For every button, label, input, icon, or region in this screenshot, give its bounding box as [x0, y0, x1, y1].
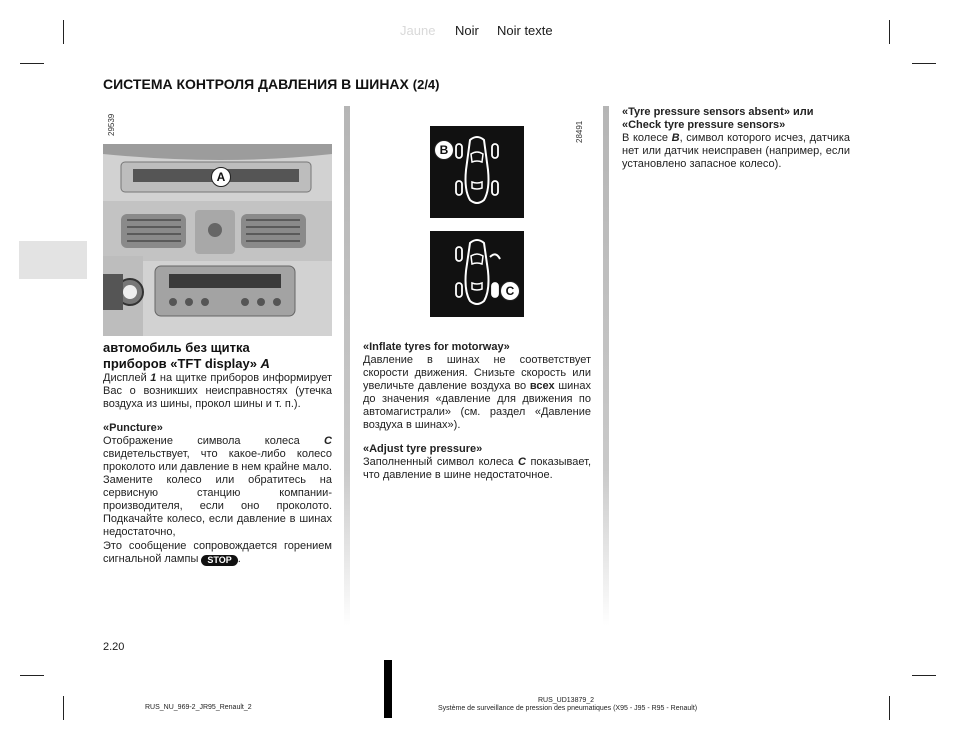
- display-ref: 1: [150, 372, 157, 384]
- text: В колесе: [622, 132, 672, 144]
- section-heading-line2: приборов «TFT display»: [103, 356, 261, 371]
- text: Давление в шинах не соответствует скорости движения. Снизьте скорость или увеличьте давление воздуха во: [363, 354, 591, 392]
- figure-center-ref-number: 28491: [575, 120, 584, 143]
- callout-a: A: [211, 167, 231, 187]
- footer-right-line2: Système de surveillance de pression des pneumatiques (X95 - J95 - R95 - Renault): [438, 705, 698, 712]
- section-heading-line1: автомобиль без щитка: [103, 340, 250, 355]
- crop-mark: [912, 675, 936, 676]
- inflate-title: [363, 341, 591, 354]
- sensors-paragraph: [622, 132, 850, 171]
- footer-right-line1: RUS_UD13879_2: [538, 697, 595, 704]
- puncture-title: [103, 422, 332, 435]
- emphasis: всех: [529, 380, 555, 392]
- header-color-noir-texte: Noir texte: [497, 23, 553, 38]
- sensors-title-line1: «Tyre pressure sensors absent» или: [622, 106, 814, 118]
- column-left-text: [103, 340, 332, 566]
- intro-paragraph: [103, 372, 332, 411]
- sensors-title: [622, 106, 850, 132]
- crop-mark: [889, 20, 890, 44]
- text: на щитке приборов информирует Вас о возникших неисправностях (утечка воздуха из шины, прокол шины и т. п.).: [103, 372, 332, 410]
- column-right-text: [622, 106, 850, 171]
- adjust-title-text: «Adjust tyre pressure»: [363, 443, 483, 455]
- text: показывает, что давление в шине недостаточное.: [363, 456, 591, 481]
- page-number: 2.20: [103, 641, 125, 653]
- text: свидетельствует, что какое-либо колесо проколото или давление в нем крайне мало. Замените колесо или обратитесь на сервисную станцию компании-производителя, если оно проколото. Подкачайте колесо, если давление в шинах недостаточно,: [103, 448, 332, 538]
- text: шинах до значения «давление для движения по автомагистрали» (см. раздел «Давление воздуха в шинах»).: [363, 380, 591, 431]
- callout-c: C: [500, 281, 520, 301]
- adjust-title: [363, 443, 591, 456]
- crop-mark: [889, 696, 890, 720]
- crop-mark: [63, 696, 64, 720]
- wheel-ref: C: [518, 456, 526, 468]
- crop-mark: [912, 63, 936, 64]
- callout-b: B: [434, 140, 454, 160]
- figure-left-ref-number: 29539: [107, 113, 116, 136]
- wheel-ref: C: [324, 435, 332, 447]
- header-color-jaune: Jaune: [400, 23, 436, 38]
- center-register-bar: [384, 660, 392, 718]
- inflate-title-text: «Inflate tyres for motorway»: [363, 341, 510, 353]
- section-heading: [103, 340, 332, 372]
- puncture-paragraph-2: [103, 540, 332, 566]
- column-separator: [344, 106, 350, 626]
- car-wheel-filled-icon: [430, 231, 524, 317]
- sensors-title-line2: «Check tyre pressure sensors»: [622, 119, 786, 131]
- column-center-text: [363, 341, 591, 482]
- puncture-title-text: «Puncture»: [103, 422, 163, 434]
- text: Дисплей: [103, 372, 151, 384]
- column-separator: [603, 106, 609, 626]
- text: Отображение символа колеса: [103, 435, 325, 447]
- dashboard-illustration: [103, 106, 332, 336]
- header-color-noir: Noir: [455, 23, 479, 38]
- section-tab: [19, 241, 87, 279]
- inflate-paragraph: [363, 354, 591, 432]
- text: Это сообщение сопровождается горением сигнальной лампы: [103, 540, 332, 565]
- crop-mark: [63, 20, 64, 44]
- crop-mark: [20, 63, 44, 64]
- text: .: [237, 553, 241, 565]
- crop-mark: [20, 675, 44, 676]
- dashboard-figure: [103, 106, 332, 336]
- stop-warning-icon: STOP: [201, 555, 237, 566]
- adjust-paragraph: [363, 456, 591, 482]
- text: Заполненный символ колеса: [363, 456, 519, 468]
- footer-left: RUS_NU_969-2_JR95_Renault_2: [145, 704, 252, 711]
- display-pictogram-bottom: [430, 231, 524, 317]
- page-title-part: (2/4): [412, 77, 440, 92]
- text: , символ которого исчез, датчика нет или датчик неисправен (например, если установлено запасное колесо).: [622, 132, 851, 170]
- wheel-ref: B: [671, 132, 680, 144]
- section-heading-ref: A: [260, 356, 270, 371]
- page-title-main: СИСТЕМА КОНТРОЛЯ ДАВЛЕНИЯ В ШИНАХ: [103, 76, 409, 92]
- puncture-paragraph: [103, 435, 332, 539]
- page-title: [103, 76, 440, 92]
